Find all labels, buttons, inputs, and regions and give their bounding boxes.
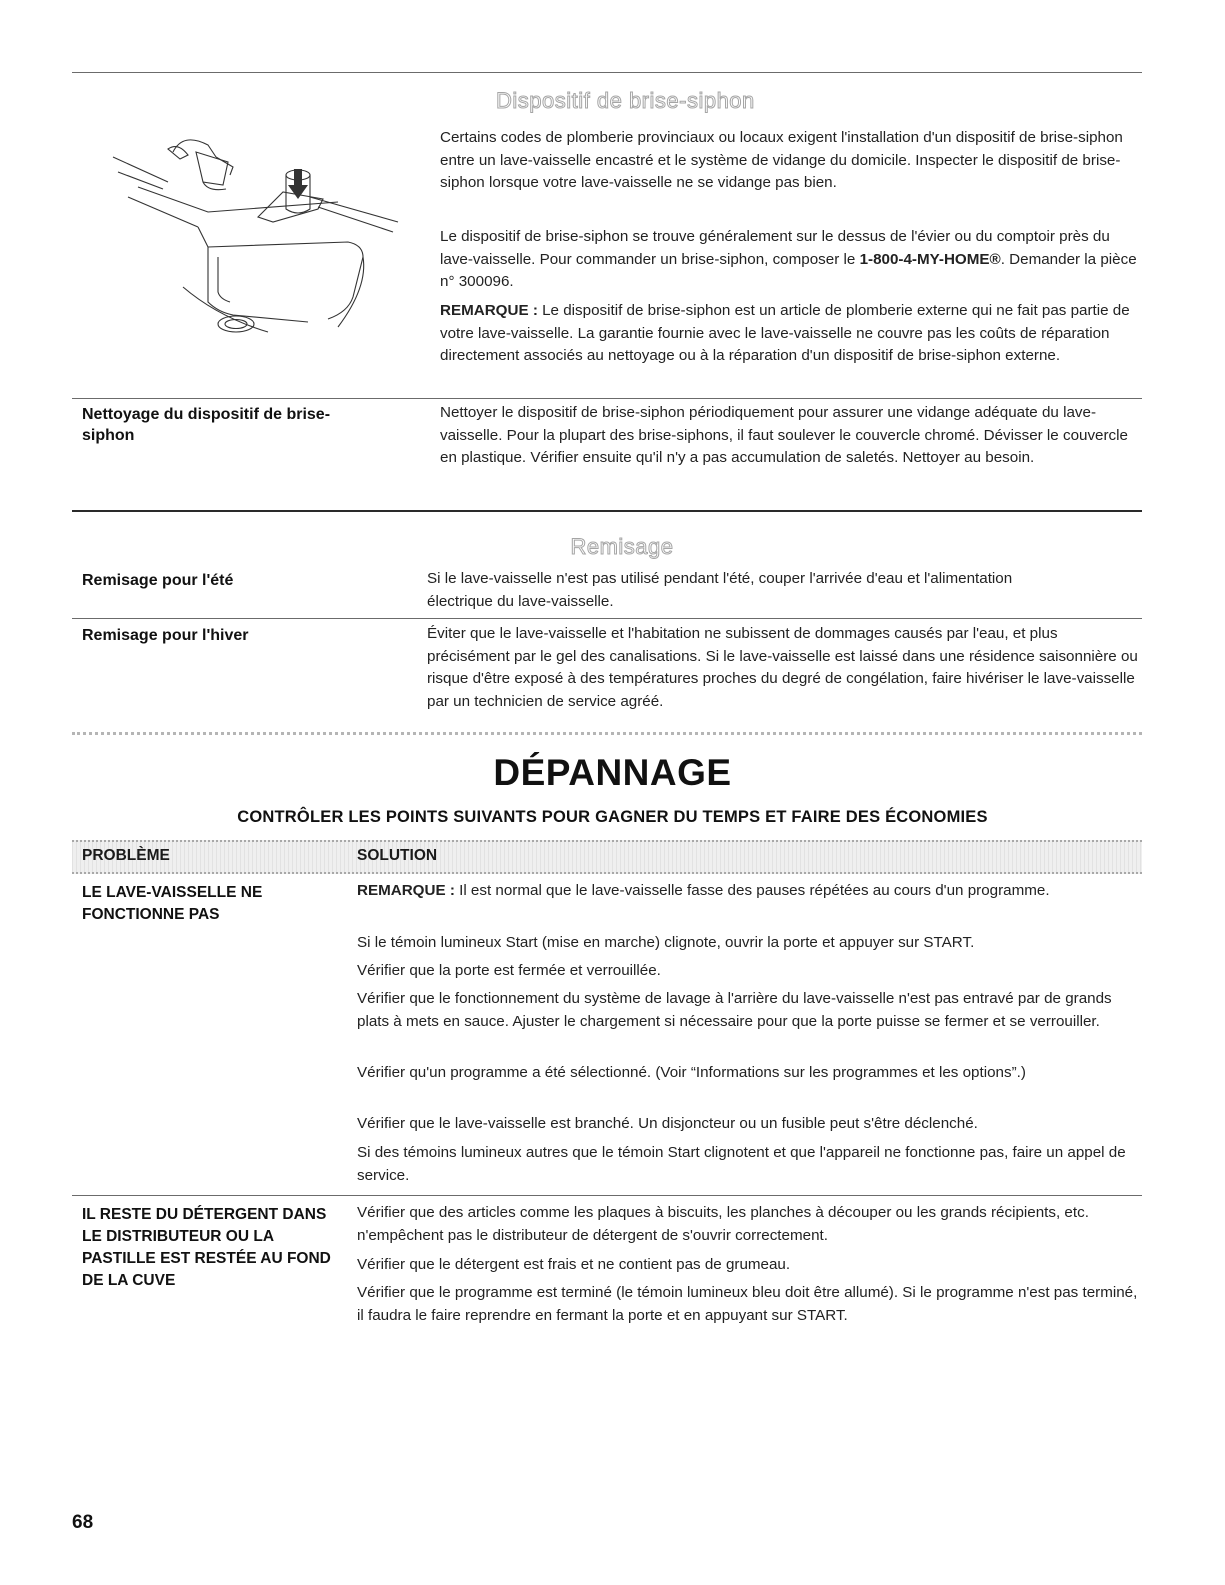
solution-cycle-complete: Vérifier que le programme est terminé (le témoin lumineux bleu doit être allumé). Si le programme n'est pas terminé, il faudra le faire reprendre en fermant la porte et en appuyant sur START. [357, 1284, 1138, 1324]
cleaning-text: Nettoyer le dispositif de brise-siphon périodiquement pour assurer une vidange adéquate du lave-vaisselle. Pour la plupart des brise-siphons, il faut soulever le couvercle chromé. Dévisser le couvercle en plastique. Vérifier ensuite qu'il n'y a pas accumulation de saletés. Nettoyer au besoin. [440, 404, 1128, 466]
faucet-sink-air-gap-illustration [108, 127, 408, 352]
problem-not-running: LE LAVE-VAISSELLE NE FONCTIONNE PAS [82, 884, 263, 923]
row-divider [72, 1195, 1142, 1196]
air-gap-cleaning-rule [72, 398, 1142, 399]
problem-detergent-remains: IL RESTE DU DÉTERGENT DANS LE DISTRIBUTEUR OU LA PASTILLE EST RESTÉE AU FOND DE LA CUVE [82, 1206, 331, 1289]
phone-number: 1-800-4-MY-HOME® [859, 250, 1001, 268]
air-gap-paragraph-2 [440, 226, 1145, 294]
solution-start-blinking: Si le témoin lumineux Start (mise en marche) clignote, ouvrir la porte et appuyer sur START. [357, 934, 975, 951]
note-text: Le dispositif de brise-siphon est un article de plomberie externe qui ne fait pas partie de votre lave-vaisselle. La garantie fournie avec le lave-vaisselle ne couvre pas les coûts de réparation directement associés au nettoyage ou à la réparation d'un dispositif de brise-siphon externe. [440, 302, 1130, 364]
storage-rule [72, 510, 1142, 512]
summer-storage-label: Remisage pour l'été [82, 572, 234, 589]
column-header-problem: PROBLÈME [82, 847, 170, 864]
cleaning-label: Nettoyage du dispositif de brise-siphon [82, 406, 331, 444]
troubleshooting-subtitle: CONTRÔLER LES POINTS SUIVANTS POUR GAGNER DU TEMPS ET FAIRE DES ÉCONOMIES [237, 808, 988, 826]
solution-note-text: Il est normal que le lave-vaisselle fasse des pauses répétées au cours d'un programme. [459, 882, 1050, 899]
solution-fresh-detergent: Vérifier que le détergent est frais et ne contient pas de grumeau. [357, 1256, 791, 1273]
solution-other-lights: Si des témoins lumineux autres que le témoin Start clignotent et que l'appareil ne fonctionne pas, faire un appel de service. [357, 1144, 1126, 1184]
top-rule [72, 72, 1142, 73]
part-number-text: . Demander la pièce n° 300096. [440, 250, 1137, 290]
troubleshooting-rule [72, 732, 1142, 735]
solution-wash-system: Vérifier que le fonctionnement du système de lavage à l'arrière du lave-vaisselle n'est pas entravé par de grands plats à mets en sauce. Ajuster le chargement si nécessaire pour que la porte puisse se fermer et se verrouiller. [357, 990, 1112, 1030]
section-title-air-gap: Dispositif de brise-siphon [496, 88, 755, 113]
solution-items-blocking: Vérifier que des articles comme les plaques à biscuits, les planches à découper ou les grands récipients, etc. n'empêchent pas le distributeur de détergent de s'ouvrir correctement. [357, 1204, 1089, 1244]
column-header-solution: SOLUTION [357, 847, 438, 864]
solution-note-label: REMARQUE : [357, 882, 455, 899]
solution-door-closed: Vérifier que la porte est fermée et verrouillée. [357, 962, 661, 979]
air-gap-paragraph-1: Certains codes de plomberie provinciaux ou locaux exigent l'installation d'un dispositif de brise-siphon entre un lave-vaisselle encastré et le système de vidange du domicile. Inspecter le dispositif de brise-siphon lorsque votre lave-vaisselle ne se vidange pas bien. [440, 129, 1123, 191]
troubleshooting-title: DÉPANNAGE [493, 752, 732, 793]
air-gap-note [440, 300, 1145, 368]
table-header [72, 840, 1142, 874]
solution-note [357, 880, 1127, 903]
note-label: REMARQUE : [440, 302, 538, 319]
summer-storage-text: Si le lave-vaisselle n'est pas utilisé pendant l'été, couper l'arrivée d'eau et l'alimentation électrique du lave-vaisselle. [427, 570, 1013, 610]
winter-storage-label: Remisage pour l'hiver [82, 627, 249, 644]
section-title-storage: Remisage [570, 534, 674, 559]
page-number: 68 [72, 1512, 94, 1533]
air-gap-paragraph-2-text: Le dispositif de brise-siphon se trouve généralement sur le dessus de l'évier ou du comptoir près du lave-vaisselle. Pour commander un brise-siphon, composer le [440, 228, 1110, 268]
solution-cycle-selected: Vérifier qu'un programme a été sélectionné. (Voir “Informations sur les programmes et les options”.) [357, 1064, 1026, 1081]
solution-plugged-in: Vérifier que le lave-vaisselle est branché. Un disjoncteur ou un fusible peut s'être déclenché. [357, 1115, 978, 1132]
winter-storage-rule [72, 618, 1142, 619]
winter-storage-text: Éviter que le lave-vaisselle et l'habitation ne subissent de dommages causés par l'eau, et plus précisément par le gel des canalisations. Si le lave-vaisselle est laissé dans une résidence saisonnière ou risque d'être exposé à des températures proches du degré de congélation, faire hivériser le lave-vaisselle par un technicien de service agréé. [427, 625, 1138, 710]
